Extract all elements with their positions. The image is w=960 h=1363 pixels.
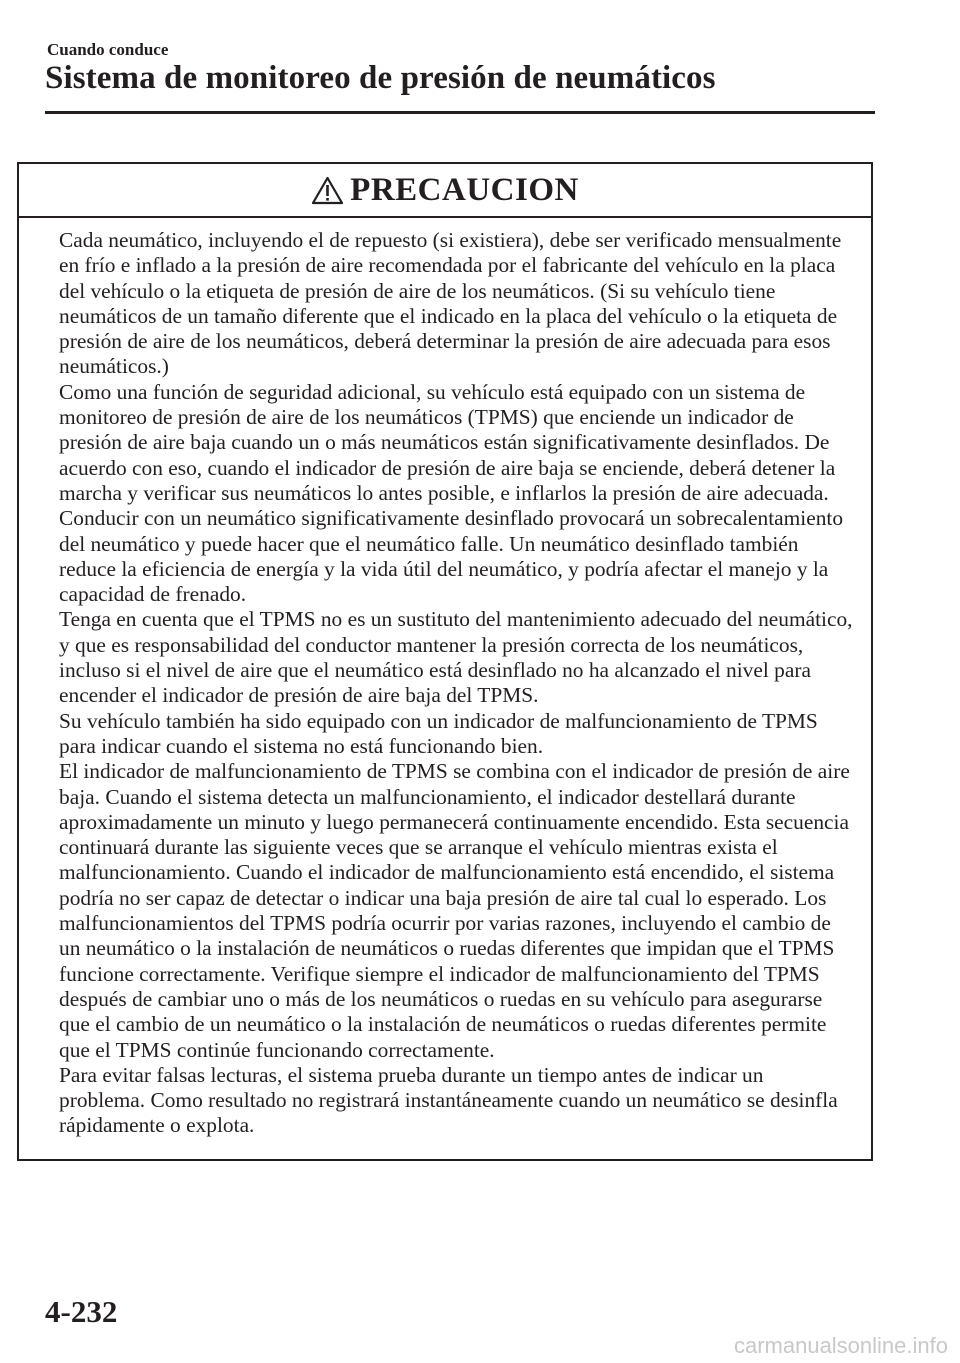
page-number: 4-232: [45, 1294, 118, 1329]
caution-paragraph: Cada neumático, incluyendo el de repuesto (si existiera), debe ser verificado mensualmente en frío e inflado a la presión de aire recomendada por el fabricante del vehículo en la placa del vehículo o la etiqueta de presión de aire de los neumáticos. (Si su vehículo tiene neumáticos de un tamaño diferente que el indicado en la placa del vehículo o la etiqueta de presión de aire de los neumáticos, deberá determinar la presión de aire adecuada para esos neumáticos.): [59, 228, 842, 379]
caution-title: PRECAUCION: [350, 171, 579, 208]
section-label: Cuando conduce: [47, 40, 169, 59]
caution-paragraph: Su vehículo también ha sido equipado con un indicador de malfuncionamiento de TPMS para indicar cuando el sistema no está funcionando bien.: [59, 708, 818, 758]
title-divider: [45, 111, 875, 114]
caution-header: [19, 164, 871, 218]
watermark: carmanualsonline.info: [733, 1333, 948, 1358]
warning-triangle-icon: [311, 176, 344, 205]
caution-paragraph: El indicador de malfuncionamiento de TPMS se combina con el indicador de presión de aire baja. Cuando el sistema detecta un malfuncionamiento, el indicador destellará durante aproximadamente un minuto y luego permanecerá continuamente encendido. Esta secuencia continuará durante las siguiente veces que se arranque el vehículo mientras exista el malfuncionamiento. Cuando el indicador de malfuncionamiento está encendido, el sistema podría no ser capaz de detectar o indicar una baja presión de aire tal cual lo esperado. Los malfuncionamientos del TPMS podría ocurrir por varias razones, incluyendo el cambio de un neumático o la instalación de neumáticos o ruedas diferentes que impidan que el TPMS funcione correctamente. Verifique siempre el indicador de malfuncionamiento del TPMS después de cambiar uno o más de los neumáticos o ruedas en su vehículo para asegurarse que el cambio de un neumático o la instalación de neumáticos o ruedas diferentes permite que el TPMS continúe funcionando correctamente.: [59, 759, 850, 1062]
caution-paragraph: Tenga en cuenta que el TPMS no es un sustituto del mantenimiento adecuado del neumático, y que es responsabilidad del conductor mantener la presión correcta de los neumáticos, incluso si el nivel de aire que el neumático está desinflado no ha alcanzado el nivel para encender el indicador de presión de aire baja del TPMS.: [59, 607, 853, 708]
caution-paragraph: Como una función de seguridad adicional, su vehículo está equipado con un sistema de monitoreo de presión de aire de los neumáticos (TPMS) que enciende un indicador de presión de aire baja cuando un o más neumáticos están significativamente desinflados. De acuerdo con eso, cuando el indicador de presión de aire baja se enciende, deberá detener la marcha y verificar sus neumáticos lo antes posible, e inflarlos la presión de aire adecuada. Conducir con un neumático significativamente desinflado provocará un sobrecalentamiento del neumático y puede hacer que el neumático falle. Un neumático desinflado también reduce la eficiencia de energía y la vida útil del neumático, y podría afectar el manejo y la capacidad de frenado.: [59, 379, 844, 607]
caution-box: [17, 162, 873, 1161]
caution-body: [19, 218, 871, 1139]
page-title: Sistema de monitoreo de presión de neumáticos: [45, 60, 716, 96]
caution-paragraph: Para evitar falsas lecturas, el sistema prueba durante un tiempo antes de indicar un problema. Como resultado no registrará instantáneamente cuando un neumático se desinfla rápidamente o explota.: [59, 1062, 838, 1138]
